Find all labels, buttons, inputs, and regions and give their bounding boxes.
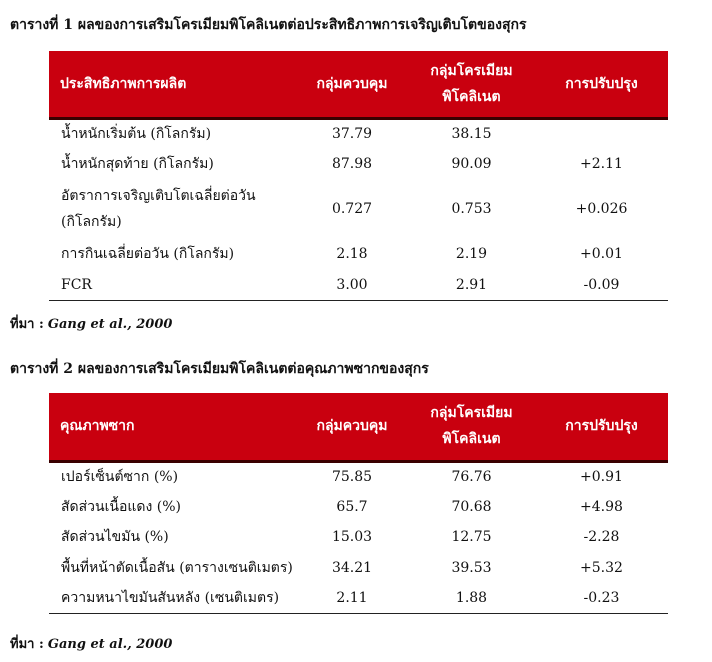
table-cell: +4.98 xyxy=(580,498,623,515)
table-cell: +0.01 xyxy=(580,246,623,262)
table-row xyxy=(49,492,668,523)
table-row xyxy=(49,522,668,553)
table-cell: สัดส่วนไขมัน (%) xyxy=(61,529,169,546)
table-cell: 0.727 xyxy=(331,201,373,217)
table1-header-cell: การปรับปรุง xyxy=(535,51,668,118)
table-cell: อัตราการเจริญเติบโตเฉลี่ยต่อวัน (กิโลกรัม) xyxy=(61,188,256,230)
table-row xyxy=(49,553,668,584)
table-row xyxy=(49,180,668,238)
table-cell: -2.28 xyxy=(583,529,620,546)
table-cell: +5.32 xyxy=(580,560,623,577)
table-cell: 87.98 xyxy=(331,156,373,172)
table1-header-cell: กลุ่มควบคุม xyxy=(296,51,408,118)
table-cell: 2.18 xyxy=(336,246,368,262)
table1 xyxy=(49,51,668,301)
table-cell: 38.15 xyxy=(451,125,492,142)
table-row xyxy=(49,148,668,180)
table-cell: ความหนาไขมันสันหลัง (เซนติเมตร) xyxy=(49,583,296,614)
table-cell: +2.11 xyxy=(580,156,623,172)
table-row xyxy=(49,583,668,614)
table-cell: FCR xyxy=(49,270,296,300)
table-cell xyxy=(535,118,668,148)
table-cell: 3.00 xyxy=(296,270,408,300)
table1-header-cell: ประสิทธิภาพการผลิต xyxy=(49,51,296,118)
table-row xyxy=(49,461,668,492)
table-cell: 2.91 xyxy=(408,270,535,300)
table-cell: การกินเฉลี่ยต่อวัน (กิโลกรัม) xyxy=(61,246,235,262)
source-label: ที่มา : xyxy=(10,637,44,652)
table-cell: 1.88 xyxy=(408,583,535,614)
table-cell: 39.53 xyxy=(451,560,492,577)
table2-header-cell: กลุ่มควบคุม xyxy=(296,393,408,461)
table-cell: น้ำหนักสุดท้าย (กิโลกรัม) xyxy=(61,156,214,172)
table-cell: พื้นที่หน้าตัดเนื้อสัน (ตารางเซนติเมตร) xyxy=(61,560,293,577)
table-cell: 65.7 xyxy=(336,498,368,515)
table-cell: น้ำหนักเริ่มต้น (กิโลกรัม) xyxy=(61,125,212,142)
table2-header-cell: กลุ่มโครเมียม พิโคลิเนต xyxy=(408,393,535,461)
table-row xyxy=(49,238,668,270)
table2-caption: ตารางที่ 2 ผลของการเสริมโครเมียมพิโคลิเนตต่อคุณภาพซากของสุกร xyxy=(10,361,429,377)
table1-source xyxy=(10,313,172,334)
table2-source xyxy=(10,633,172,654)
table-cell: 0.753 xyxy=(451,201,492,217)
table-row xyxy=(49,270,668,300)
table1-caption: ตารางที่ 1 ผลของการเสริมโครเมียมพิโคลิเนตต่อประสิทธิภาพการเจริญเติบโตของสุกร xyxy=(10,17,527,33)
table1-header-row xyxy=(49,51,668,118)
table-cell: 2.19 xyxy=(455,246,488,262)
table-cell: 75.85 xyxy=(331,469,373,486)
table-cell: -0.09 xyxy=(535,270,668,300)
table-cell: -0.23 xyxy=(535,583,668,614)
source-label: ที่มา : xyxy=(10,317,44,332)
table-cell: 12.75 xyxy=(451,529,492,546)
table-cell: +0.026 xyxy=(575,201,628,217)
table2 xyxy=(49,393,668,614)
table2-header-cell: การปรับปรุง xyxy=(535,393,668,461)
table-cell: 90.09 xyxy=(451,156,492,172)
source-reference: Gang et al., 2000 xyxy=(47,317,173,332)
table-cell: +0.91 xyxy=(580,469,623,486)
table-cell: 70.68 xyxy=(451,498,492,515)
table-cell: 37.79 xyxy=(331,125,373,142)
table-cell: เปอร์เซ็นต์ซาก (%) xyxy=(61,469,179,486)
table-cell: สัดส่วนเนื้อแดง (%) xyxy=(61,498,182,515)
table2-header-cell: คุณภาพซาก xyxy=(49,393,296,461)
table2-header-row xyxy=(49,393,668,461)
source-reference: Gang et al., 2000 xyxy=(47,637,173,652)
table-cell: 15.03 xyxy=(331,529,373,546)
table-cell: 2.11 xyxy=(296,583,408,614)
table1-header-cell: กลุ่มโครเมียม พิโคลิเนต xyxy=(408,51,535,118)
table-cell: 76.76 xyxy=(451,469,492,486)
table-row xyxy=(49,118,668,148)
table-cell: 34.21 xyxy=(331,560,373,577)
